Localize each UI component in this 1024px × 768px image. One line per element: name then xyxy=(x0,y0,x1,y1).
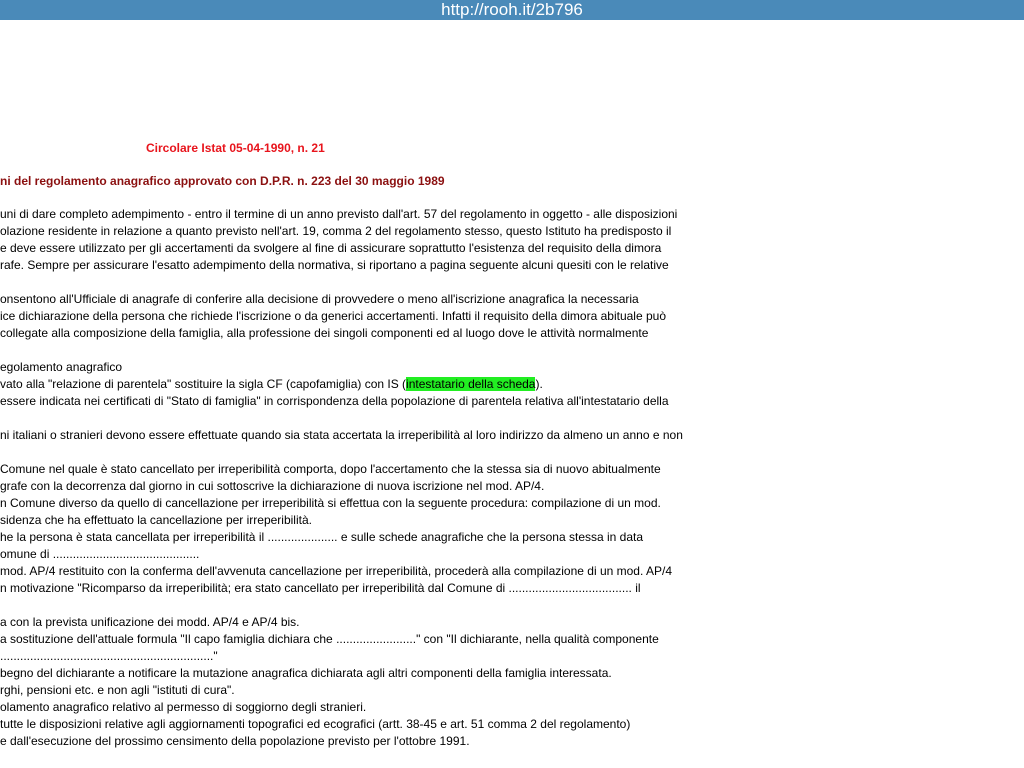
text-line: a sostituzione dell'attuale formula "Il capo famiglia dichiara che ........................" con "Il dichiarante, nella qualità componente xyxy=(0,632,659,646)
text-line: he la persona è stata cancellata per irreperibilità il ..................... e sulle schede anagrafiche che la persona stessa in data xyxy=(0,530,644,544)
text-line: egolamento anagrafico xyxy=(0,360,123,374)
text-line: omune di ............................................ xyxy=(0,547,200,561)
parentela-line xyxy=(0,377,543,391)
text-line: collegate alla composizione della famiglia, alla professione dei singoli componenti ed al luogo dove le attività normalmente xyxy=(0,326,649,340)
text-line: tutte le disposizioni relative agli aggiornamenti topografici ed ecografici (artt. 38-45 e art. 51 comma 2 del regolamento) xyxy=(0,717,631,731)
text-line: ni italiani o stranieri devono essere effettuate quando sia stata accertata la irreperibilità al loro indirizzo da almeno un anno e non xyxy=(0,428,683,442)
text-line: n motivazione "Ricomparso da irreperibilità; era stato cancellato per irreperibilità dal Comune di ..................................... il xyxy=(0,581,641,595)
text-line: e deve essere utilizzato per gli accertamenti da svolgere al fine di assicurare soprattutto l'esistenza del requisito della dimora xyxy=(0,241,662,255)
text-line: olamento anagrafico relativo al permesso di soggiorno degli stranieri. xyxy=(0,700,367,714)
text-line: grafe con la decorrenza dal giorno in cui sottoscrive la dichiarazione di nuova iscrizione nel mod. AP/4. xyxy=(0,479,545,493)
text-line: sidenza che ha effettuato la cancellazione per irreperibilità. xyxy=(0,513,312,527)
text-line: onsentono all'Ufficiale di anagrafe di conferire alla decisione di provvedere o meno all'iscrizione anagrafica la necessaria xyxy=(0,292,639,306)
parentela-text-after: ). xyxy=(535,377,543,391)
url-text[interactable]: http://rooh.it/2b796 xyxy=(441,0,583,19)
text-line: rghi, pensioni etc. e non agli "istituti di cura". xyxy=(0,683,235,697)
text-line: begno del dichiarante a notificare la mutazione anagrafica dichiarata agli altri componenti della famiglia interessata. xyxy=(0,666,612,680)
text-line: n Comune diverso da quello di cancellazione per irreperibilità si effettua con la seguente procedura: compilazione di un mod. xyxy=(0,496,661,510)
document-title: Circolare Istat 05-04-1990, n. 21 xyxy=(146,141,325,155)
parentela-text-before: vato alla "relazione di parentela" sostituire la sigla CF (capofamiglia) con IS ( xyxy=(0,377,407,391)
text-line: ................................................................" xyxy=(0,649,218,663)
text-line: olazione residente in relazione a quanto previsto nell'art. 19, comma 2 del regolamento stesso, questo Istituto ha predisposto il xyxy=(0,224,672,238)
text-line: uni di dare completo adempimento - entro il termine di un anno previsto dall'art. 57 del regolamento in oggetto - alle disposizioni xyxy=(0,207,678,221)
text-line: a con la prevista unificazione dei modd. AP/4 e AP/4 bis. xyxy=(0,615,300,629)
document-subtitle: ni del regolamento anagrafico approvato con D.P.R. n. 223 del 30 maggio 1989 xyxy=(0,174,445,188)
text-line: essere indicata nei certificati di "Stato di famiglia" in corrispondenza della popolazione di parentela relativa all'intestatario della xyxy=(0,394,669,408)
text-line: e dall'esecuzione del prossimo censimento della popolazione previsto per l'ottobre 1991. xyxy=(0,734,470,748)
text-line: rafe. Sempre per assicurare l'esatto adempimento della normativa, si riportano a pagina seguente alcuni quesiti con le relative xyxy=(0,258,669,272)
text-line: mod. AP/4 restituito con la conferma dell'avvenuta cancellazione per irreperibilità, procederà alla compilazione di un mod. AP/4 xyxy=(0,564,672,578)
text-line: ice dichiarazione della persona che richiede l'iscrizione o da generici accertamenti. Infatti il requisito della dimora abituale può xyxy=(0,309,666,323)
highlighted-term: intestatario della scheda xyxy=(406,377,536,391)
text-line: Comune nel quale è stato cancellato per irreperibilità comporta, dopo l'accertamento che la stessa sia di nuovo abitualmente xyxy=(0,462,661,476)
